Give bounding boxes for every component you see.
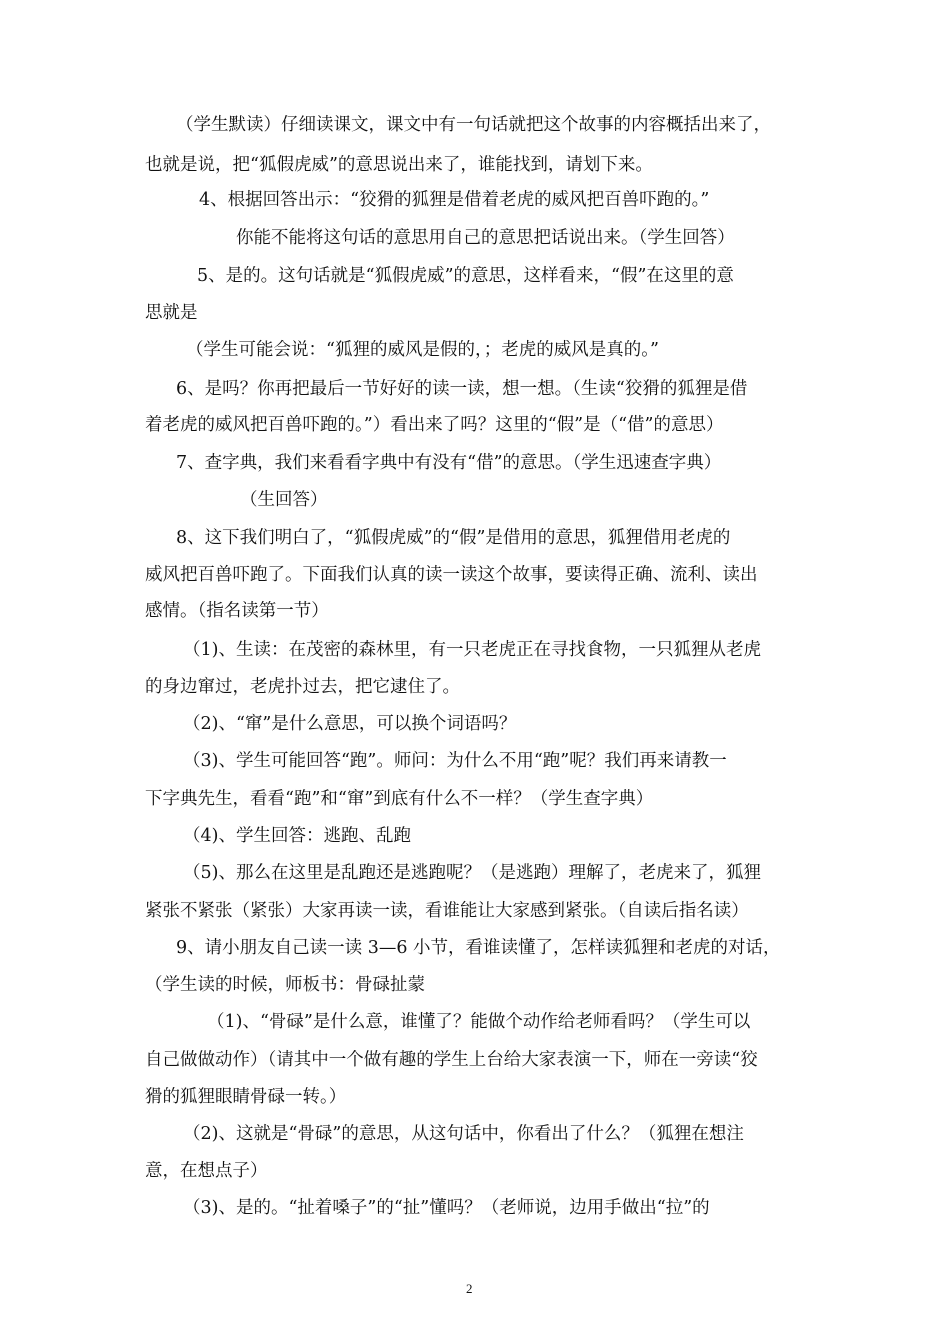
text-line: （学生可能会说：“狐狸的威风是假的，；老虎的威风是真的。” [186, 340, 659, 360]
text-line: （2)、这就是“骨碌”的意思，从这句话中，你看出了什么？（狐狸在想注 [183, 1124, 744, 1144]
text-line: （1)、生读：在茂密的森林里，有一只老虎正在寻找食物，一只狐狸从老虎 [183, 640, 761, 660]
text-line: 9、请小朋友自己读一读 3—6 小节，看谁读懂了，怎样读狐狸和老虎的对话， [176, 938, 781, 958]
text-line: （学生读的时候，师板书：骨碌扯蒙 [145, 975, 425, 995]
text-line: 6、是吗？你再把最后一节好好的读一读，想一想。（生读“狡猾的狐狸是借 [176, 379, 748, 399]
text-line: （4)、学生回答：逃跑、乱跑 [183, 826, 411, 846]
text-line: 也就是说，把“狐假虎威”的意思说出来了，谁能找到，请划下来。 [145, 155, 653, 175]
text-line: 8、这下我们明白了，“狐假虎威”的“假”是借用的意思，狐狸借用老虎的 [176, 528, 731, 548]
text-line: （生回答） [240, 490, 328, 510]
text-line: 的身边窜过，老虎扑过去，把它逮住了。 [145, 677, 460, 697]
text-line: 自己做做动作）（请其中一个做有趣的学生上台给大家表演一下，师在一旁读“狡 [145, 1050, 758, 1070]
text-line: （3)、学生可能回答“跑”。师问：为什么不用“跑”呢？我们再来请教一 [183, 751, 727, 771]
text-line: 猾的狐狸眼睛骨碌一转。） [145, 1087, 347, 1107]
text-line: 紧张不紧张（紧张）大家再读一读，看谁能让大家感到紧张。（自读后指名读） [145, 901, 749, 921]
text-line: 感情。（指名读第一节） [145, 601, 329, 621]
text-line: （3)、是的。“扯着嗓子”的“扯”懂吗？（老师说，边用手做出“拉”的 [183, 1198, 710, 1218]
text-line: 思就是 [145, 303, 198, 323]
text-line: 意，在想点子） [145, 1161, 268, 1181]
text-line: （学生默读）仔细读课文，课文中有一句话就把这个故事的内容概括出来了， [176, 115, 771, 135]
text-line: （5)、那么在这里是乱跑还是逃跑呢？（是逃跑）理解了，老虎来了，狐狸 [183, 863, 761, 883]
text-line: 着老虎的威风把百兽吓跑的。”）看出来了吗？这里的“假”是（“借”的意思） [145, 415, 724, 435]
text-line: 4、根据回答出示：“狡猾的狐狸是借着老虎的威风把百兽吓跑的。” [199, 190, 710, 210]
text-line: （1)、“骨碌”是什么意，谁懂了？能做个动作给老师看吗？（学生可以 [207, 1012, 751, 1032]
text-line: 7、查字典，我们来看看字典中有没有“借”的意思。（学生迅速查字典） [176, 453, 722, 473]
text-line: 你能不能将这句话的意思用自己的意思把话说出来。（学生回答） [236, 228, 735, 248]
text-line: （2)、“窜”是什么意思，可以换个词语吗？ [183, 714, 517, 734]
text-line: 威风把百兽吓跑了。下面我们认真的读一读这个故事，要读得正确、流利、读出 [145, 565, 758, 585]
text-line: 5、是的。这句话就是“狐假虎威”的意思，这样看来，“假”在这里的意 [197, 266, 734, 286]
page-number: 2 [466, 1281, 473, 1296]
text-line: 下字典先生，看看“跑”和“窜”到底有什么不一样？（学生查字典） [145, 789, 654, 809]
